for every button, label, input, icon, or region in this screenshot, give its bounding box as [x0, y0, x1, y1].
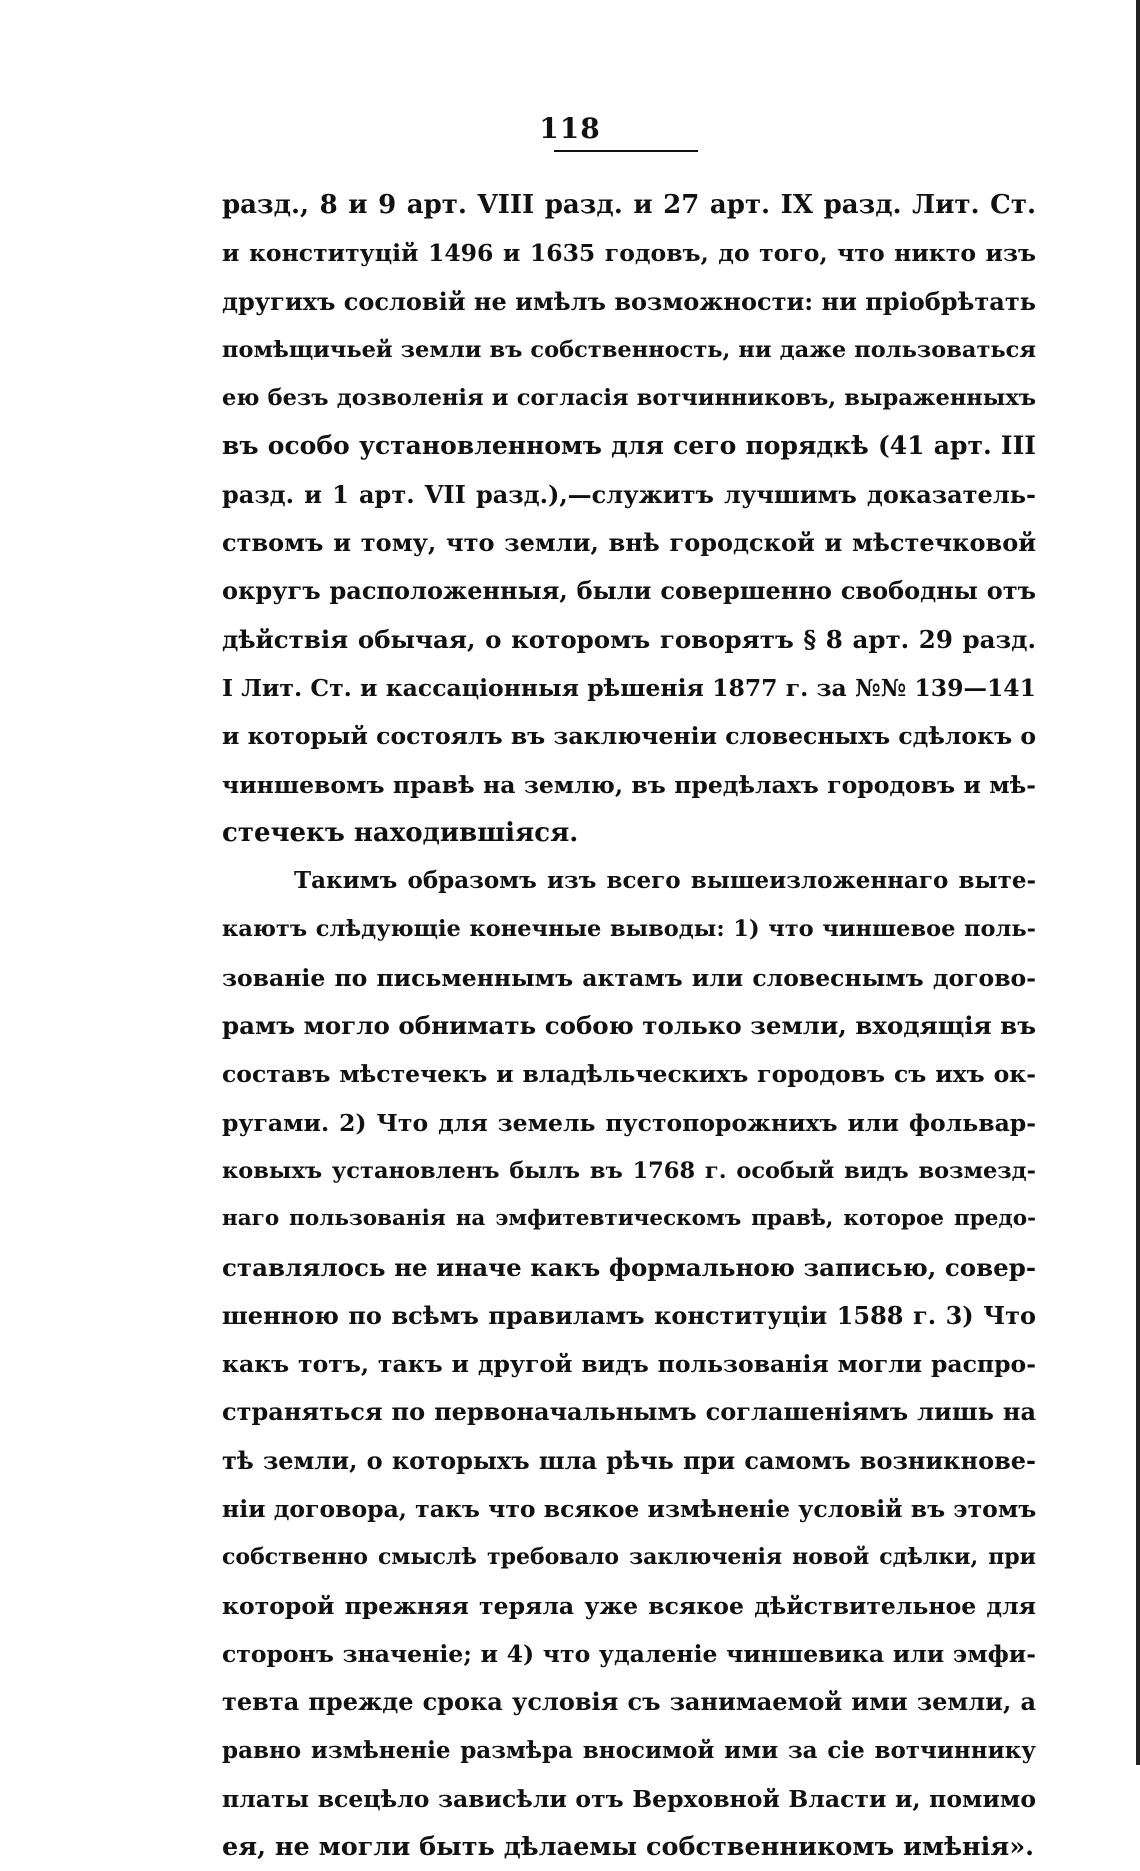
text-line: помѣщичьей земли въ собственность, ни даже пользоваться — [222, 336, 1036, 363]
text-line: чиншевомъ правѣ на землю, въ предѣлахъ городовъ и мѣ- — [222, 770, 1036, 799]
text-line: страняться по первоначальнымъ соглашеніямъ лишь на — [222, 1397, 1036, 1427]
text-line: наго пользованія на эмфитевтическомъ правѣ, которое предо- — [222, 1206, 1036, 1232]
text-line: разд. и 1 арт. VII разд.),—служитъ лучшимъ доказатель- — [222, 479, 1036, 509]
text-line: рамъ могло обнимать собою только земли, входящія въ — [222, 1011, 1036, 1041]
text-line: тевта прежде срока условія съ занимаемой ими земли, а — [222, 1687, 1036, 1717]
text-line: собственно смыслѣ требовало заключенія новой сдѣлки, при — [222, 1544, 1036, 1571]
text-line: ею безъ дозволенія и согласія вотчинниковъ, выраженныхъ — [222, 385, 1036, 412]
text-line: Такимъ образомъ изъ всего вышеизложеннаго выте- — [294, 867, 1036, 895]
text-line: округъ расположенныя, были совершенно свободны отъ — [222, 576, 1036, 606]
text-line: шенною по всѣмъ правиламъ конституціи 1588 г. 3) Что — [222, 1300, 1036, 1330]
text-line: которой прежняя теряла уже всякое дѣйствительное для — [222, 1591, 1036, 1620]
text-line: въ особо установленномъ для сего порядкѣ (41 арт. III — [222, 431, 1036, 461]
page-edge-line — [1136, 0, 1140, 1765]
text-line: и конституцій 1496 и 1635 годовъ, до того, что никто изъ — [222, 239, 1036, 268]
text-line: платы всецѣло зависѣли отъ Верховной Власти и, помимо — [222, 1784, 1036, 1813]
text-line: ствомъ и тому, что земли, внѣ городской и мѣстечковой — [222, 528, 1036, 558]
body-text — [222, 181, 1036, 1871]
text-line: какъ тотъ, такъ и другой видъ пользованія могли распро- — [222, 1350, 1036, 1379]
text-line: составъ мѣстечекъ и владѣльческихъ городовъ съ ихъ ок- — [222, 1060, 1036, 1089]
text-line: зованіе по письменнымъ актамъ или словеснымъ догово- — [222, 963, 1036, 992]
text-line: ковыхъ установленъ былъ въ 1768 г. особый видъ возмезд- — [222, 1157, 1036, 1184]
page-number: 118 — [539, 112, 601, 145]
page-number-rule — [554, 150, 698, 152]
text-line: стечекъ находившіяся. — [222, 817, 579, 848]
text-line: ставлялось не иначе какъ формальною записью, совер- — [222, 1252, 1036, 1282]
text-line: тѣ земли, о которыхъ шла рѣчь при самомъ возникнове- — [222, 1445, 1036, 1475]
text-line: каютъ слѣдующіе конечные выводы: 1) что чиншевое поль- — [222, 916, 1036, 943]
text-line: ругами. 2) Что для земель пустопорожнихъ или фольвар- — [222, 1108, 1036, 1137]
text-line: и который состоялъ въ заключеніи словесныхъ сдѣлокъ о — [222, 722, 1036, 751]
text-line: другихъ сословій не имѣлъ возможности: ни пріобрѣтать — [222, 286, 1036, 316]
text-line: сторонъ значеніе; и 4) что удаленіе чиншевика или эмфи- — [222, 1639, 1036, 1668]
paragraph-2 — [222, 857, 1036, 1871]
text-line: дѣйствія обычая, о которомъ говорятъ § 8 арт. 29 разд. — [222, 624, 1036, 654]
text-line: I Лит. Ст. и кассаціонныя рѣшенія 1877 г. за №№ 139—141 — [222, 673, 1036, 702]
text-line: равно измѣненіе размѣра вносимой ими за сіе вотчиннику — [222, 1736, 1036, 1764]
text-line: ея, не могли быть дѣлаемы собственникомъ имѣнія». — [222, 1832, 1035, 1863]
paragraph-1 — [222, 181, 1036, 857]
text-line: разд., 8 и 9 арт. VIII разд. и 27 арт. IX разд. Лит. Ст. — [222, 190, 1036, 220]
text-line: ніи договора, такъ что всякое измѣненіе условій въ этомъ — [222, 1495, 1037, 1524]
